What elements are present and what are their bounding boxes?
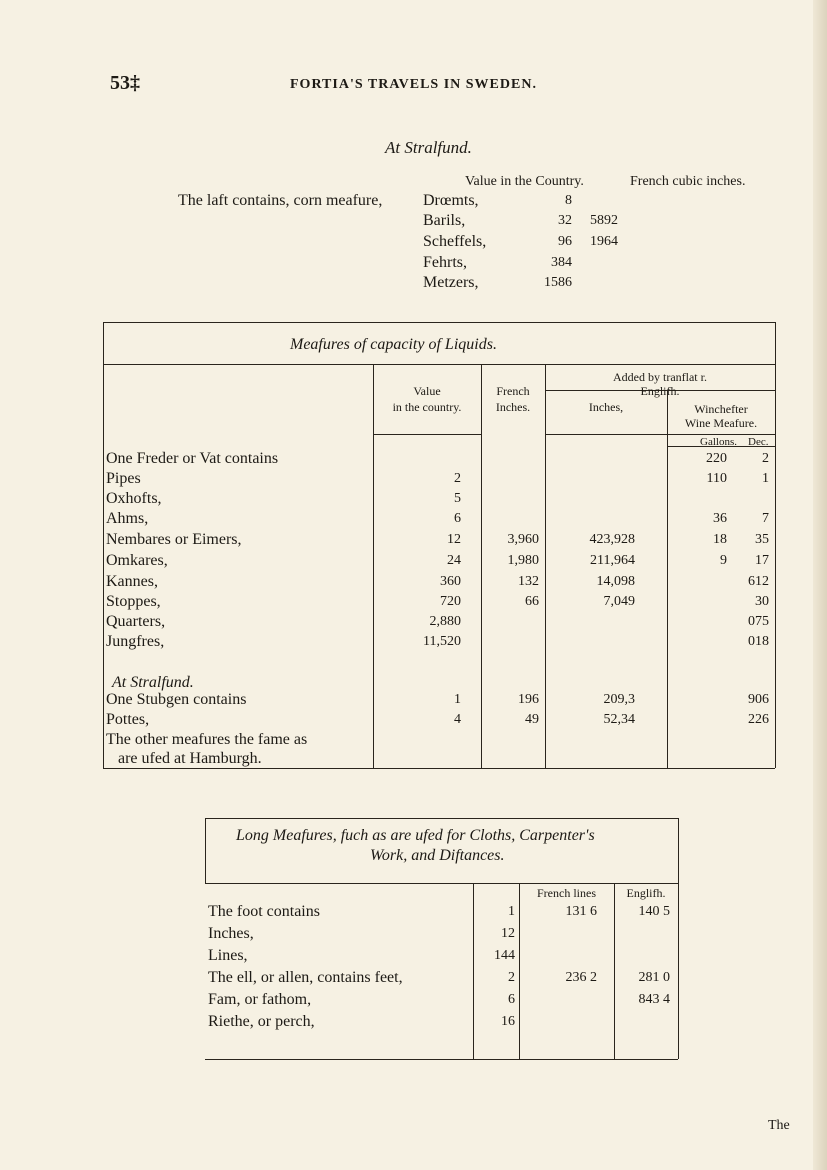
hdr-value-1: Value <box>413 384 441 398</box>
hdr-french-1: French <box>496 384 530 398</box>
liquids-row-dec: 7 <box>762 511 769 526</box>
liquids-row-value: 24 <box>447 553 461 568</box>
long-row-value: 2 <box>508 970 515 985</box>
liquids-row-dec: 2 <box>762 451 769 466</box>
long-row-english: 843 4 <box>638 992 670 1007</box>
corn-intro: The laft contains, corn meafure, <box>178 192 383 209</box>
liquids-sub-heading: At Stralfund. <box>112 674 194 691</box>
liquids-row-dec: 1 <box>762 471 769 486</box>
long-row-french: 131 6 <box>565 904 597 919</box>
long-title-1: Long Meafures, fuch as are ufed for Cloths, Carpenter's <box>236 827 595 844</box>
long-row-value: 144 <box>494 948 515 963</box>
liquids-row-label: Ahms, <box>106 510 149 527</box>
long-row-label: Lines, <box>208 947 248 964</box>
liquids-row-label: Jungfres, <box>106 633 165 650</box>
liquids-row-label: Pipes <box>106 470 141 487</box>
catchword: The <box>768 1118 790 1133</box>
liquids-row-inches: 52,34 <box>603 712 635 727</box>
hdr-inches: Inches, <box>588 400 624 414</box>
liquids-row-label: One Freder or Vat contains <box>106 450 279 467</box>
liquids-row-label: Stoppes, <box>106 593 161 610</box>
page-number: 53‡ <box>110 72 140 94</box>
liquids-row-dec: 17 <box>755 553 769 568</box>
liquids-row-dec: 226 <box>748 712 769 727</box>
corn-row-french: 1964 <box>590 234 618 249</box>
liquids-row-dec: 35 <box>755 532 769 547</box>
liquids-row-french: 3,960 <box>507 532 539 547</box>
corn-col-value: Value in the Country. <box>465 174 584 189</box>
liquids-row-dec: 30 <box>755 594 769 609</box>
liquids-row-value: 12 <box>447 532 461 547</box>
liquids-row-value: 1 <box>454 692 461 707</box>
long-hdr-english: Englifh. <box>626 886 666 900</box>
long-row-value: 1 <box>508 904 515 919</box>
corn-heading: At Stralfund. <box>385 138 472 157</box>
long-row-value: 16 <box>501 1014 515 1029</box>
liquids-row-gallons: 9 <box>720 553 727 568</box>
corn-row-name: Fehrts, <box>423 254 467 271</box>
liquids-row-gallons: 110 <box>706 471 727 486</box>
corn-row-value: 32 <box>558 213 572 228</box>
liquids-row-label: Oxhofts, <box>106 490 162 507</box>
liquids-row-value: 4 <box>454 712 461 727</box>
liquids-row-dec: 906 <box>748 692 769 707</box>
hdr-value-2: in the country. <box>392 400 462 414</box>
long-row-label: Inches, <box>208 925 254 942</box>
long-row-french: 236 2 <box>565 970 597 985</box>
liquids-row-french: 196 <box>518 692 539 707</box>
hdr-gallons: Gallons. <box>700 436 737 448</box>
corn-row-name: Drœmts, <box>423 192 479 209</box>
liquids-row-dec: 075 <box>748 614 769 629</box>
long-hdr-french: French lines <box>537 886 596 900</box>
liquids-row-value: 360 <box>440 574 461 589</box>
corn-col-french: French cubic inches. <box>630 174 746 189</box>
long-row-value: 6 <box>508 992 515 1007</box>
hdr-winch-2: Wine Meafure. <box>684 416 758 430</box>
corn-row-name: Metzers, <box>423 274 479 291</box>
liquids-row-inches: 14,098 <box>596 574 635 589</box>
liquids-note-2: are ufed at Hamburgh. <box>118 750 262 767</box>
liquids-row-label: Nembares or Eimers, <box>106 531 242 548</box>
page-edge <box>813 0 827 1170</box>
liquids-row-inches: 209,3 <box>603 692 635 707</box>
liquids-row-value: 720 <box>440 594 461 609</box>
liquids-title: Meafures of capacity of Liquids. <box>290 336 497 353</box>
hdr-dec: Dec. <box>748 436 769 448</box>
liquids-row-inches: 7,049 <box>603 594 635 609</box>
liquids-row-dec: 612 <box>748 574 769 589</box>
corn-row-name: Scheffels, <box>423 233 487 250</box>
long-row-label: Riethe, or perch, <box>208 1013 315 1030</box>
corn-row-value: 384 <box>551 255 572 270</box>
long-row-english: 281 0 <box>638 970 670 985</box>
liquids-row-dec: 018 <box>748 634 769 649</box>
liquids-row-label: Omkares, <box>106 552 168 569</box>
long-row-english: 140 5 <box>638 904 670 919</box>
long-row-label: Fam, or fathom, <box>208 991 312 1008</box>
liquids-row-inches: 211,964 <box>590 553 635 568</box>
corn-row-name: Barils, <box>423 212 466 229</box>
liquids-note-1: The other meafures the fame as <box>106 731 308 748</box>
liquids-row-french: 132 <box>518 574 539 589</box>
liquids-row-value: 6 <box>454 511 461 526</box>
liquids-row-label: Kannes, <box>106 573 158 590</box>
long-title-2: Work, and Diftances. <box>370 847 505 864</box>
liquids-row-label: Pottes, <box>106 711 150 728</box>
corn-row-value: 8 <box>565 193 572 208</box>
liquids-row-label: Quarters, <box>106 613 166 630</box>
liquids-row-gallons: 220 <box>706 451 727 466</box>
long-row-label: The foot contains <box>208 903 320 920</box>
hdr-english: Englifh. <box>640 384 680 398</box>
corn-row-value: 96 <box>558 234 572 249</box>
liquids-row-gallons: 18 <box>713 532 727 547</box>
hdr-added: Added by tranflat r. <box>613 370 707 384</box>
liquids-row-value: 2,880 <box>429 614 461 629</box>
liquids-row-french: 66 <box>525 594 539 609</box>
liquids-row-french: 1,980 <box>507 553 539 568</box>
liquids-row-gallons: 36 <box>713 511 727 526</box>
hdr-winch-1: Winchefter <box>694 402 748 416</box>
liquids-row-inches: 423,928 <box>589 532 635 547</box>
liquids-row-value: 2 <box>454 471 461 486</box>
liquids-row-label: One Stubgen contains <box>106 691 247 708</box>
hdr-french-2: Inches. <box>495 400 531 414</box>
corn-row-value: 1586 <box>544 275 572 290</box>
liquids-row-french: 49 <box>525 712 539 727</box>
long-row-value: 12 <box>501 926 515 941</box>
corn-row-french: 5892 <box>590 213 618 228</box>
long-row-label: The ell, or allen, contains feet, <box>208 969 403 986</box>
running-title: FORTIA'S TRAVELS IN SWEDEN. <box>290 77 537 92</box>
liquids-row-value: 11,520 <box>423 634 461 649</box>
liquids-row-value: 5 <box>454 491 461 506</box>
